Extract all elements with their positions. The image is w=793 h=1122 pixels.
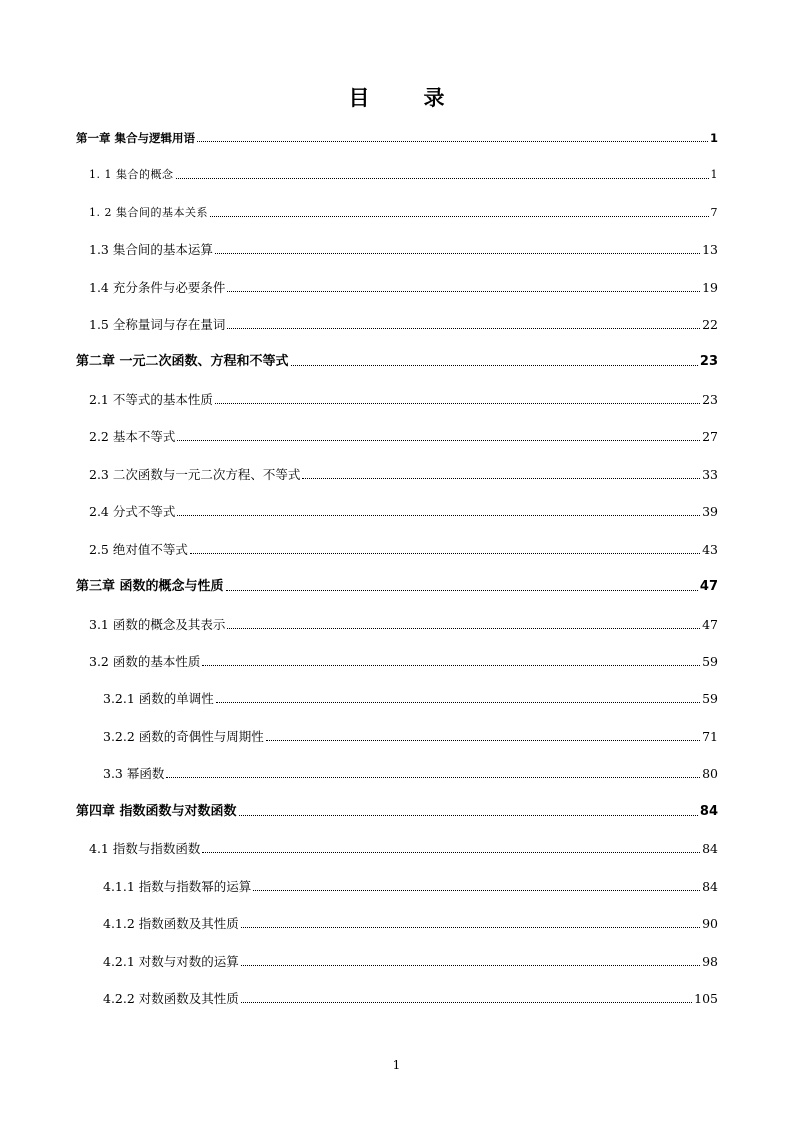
toc-entry-chapter-1[interactable] <box>76 126 718 146</box>
toc-leader-dots <box>177 440 700 441</box>
toc-entry-label: 4.1.1 指数与指数幂的运算 <box>103 879 252 894</box>
toc-entry-4-1-1[interactable] <box>103 875 718 895</box>
toc-leader-dots <box>291 365 698 366</box>
toc-entry-1-5[interactable] <box>89 313 718 333</box>
toc-entry-label: 1. 1 集合的概念 <box>89 168 174 181</box>
toc-entry-3-2-1[interactable] <box>103 687 718 707</box>
toc-entry-page: 22 <box>702 317 718 332</box>
toc-entry-page: 84 <box>702 841 718 856</box>
toc-entry-page: 27 <box>702 429 718 444</box>
toc-entry-label: 4.2.2 对数函数及其性质 <box>103 991 239 1006</box>
toc-leader-dots <box>253 890 700 891</box>
toc-entry-label: 第三章 函数的概念与性质 <box>76 579 224 594</box>
toc-entry-label: 3.3 幂函数 <box>103 766 165 781</box>
toc-entry-2-3[interactable] <box>89 463 718 483</box>
toc-entry-page: 80 <box>702 766 718 781</box>
toc-entry-label: 4.1 指数与指数函数 <box>89 841 201 856</box>
toc-entry-label: 1. 2 集合间的基本关系 <box>89 206 208 219</box>
toc-leader-dots <box>227 628 700 629</box>
toc-entry-page: 39 <box>702 504 718 519</box>
toc-leader-dots <box>241 1002 692 1003</box>
toc-entry-1-1[interactable] <box>89 163 718 183</box>
toc-leader-dots <box>215 403 700 404</box>
toc-entry-label: 第四章 指数函数与对数函数 <box>76 804 237 819</box>
title-char-2: 录 <box>423 86 445 110</box>
toc-entry-page: 71 <box>702 729 718 744</box>
toc-entry-label: 2.3 二次函数与一元二次方程、不等式 <box>89 467 301 482</box>
toc-entry-1-4[interactable] <box>89 276 718 296</box>
toc-entry-page: 47 <box>702 617 718 632</box>
toc-entry-2-2[interactable] <box>89 425 718 445</box>
toc-entry-page: 84 <box>702 879 718 894</box>
toc-entry-page: 7 <box>710 206 718 219</box>
toc-entry-1-2[interactable] <box>89 201 718 221</box>
toc-entry-page: 98 <box>702 954 718 969</box>
toc-entry-page: 105 <box>694 991 718 1006</box>
toc-leader-dots <box>266 740 700 741</box>
toc-entry-chapter-3[interactable] <box>76 575 718 595</box>
toc-leader-dots <box>239 815 698 816</box>
toc-entry-page: 90 <box>702 916 718 931</box>
toc-entry-page: 1 <box>710 168 718 181</box>
toc-entry-label: 3.1 函数的概念及其表示 <box>89 617 226 632</box>
footer-page-number: 1 <box>392 1058 401 1072</box>
toc-leader-dots <box>302 478 700 479</box>
toc-entry-label: 1.4 充分条件与必要条件 <box>89 280 226 295</box>
toc-entry-label: 1.3 集合间的基本运算 <box>89 242 213 257</box>
toc-entry-label: 4.2.1 对数与对数的运算 <box>103 954 239 969</box>
toc-entry-2-5[interactable] <box>89 538 718 558</box>
toc-leader-dots <box>166 777 700 778</box>
toc-entry-label: 4.1.2 指数函数及其性质 <box>103 916 239 931</box>
toc-leader-dots <box>197 141 708 142</box>
toc-entry-2-1[interactable] <box>89 388 718 408</box>
toc-entry-3-3[interactable] <box>103 762 718 782</box>
toc-entry-page: 13 <box>702 242 718 257</box>
toc-entry-page: 47 <box>699 579 718 594</box>
toc-entry-chapter-2[interactable] <box>76 350 718 370</box>
toc-entry-page: 19 <box>702 280 718 295</box>
toc-leader-dots <box>202 852 700 853</box>
toc-entry-page: 23 <box>702 392 718 407</box>
toc-leader-dots <box>177 515 700 516</box>
toc-leader-dots <box>176 178 709 179</box>
toc-leader-dots <box>241 927 700 928</box>
toc-entry-label: 2.5 绝对值不等式 <box>89 542 188 557</box>
toc-entry-4-1-2[interactable] <box>103 912 718 932</box>
toc-entry-3-1[interactable] <box>89 613 718 633</box>
toc-entry-4-1[interactable] <box>89 837 718 857</box>
toc-entry-3-2-2[interactable] <box>103 725 718 745</box>
toc-entry-chapter-4[interactable] <box>76 800 718 820</box>
toc-entry-label: 3.2 函数的基本性质 <box>89 654 201 669</box>
toc-leader-dots <box>241 965 700 966</box>
toc-entry-page: 43 <box>702 542 718 557</box>
toc-entry-2-4[interactable] <box>89 500 718 520</box>
toc-entry-label: 3.2.2 函数的奇偶性与周期性 <box>103 729 264 744</box>
toc-leader-dots <box>216 702 700 703</box>
toc-entry-label: 第一章 集合与逻辑用语 <box>76 131 196 145</box>
toc-entry-label: 2.1 不等式的基本性质 <box>89 392 213 407</box>
toc-leader-dots <box>215 253 700 254</box>
toc-entry-page: 59 <box>702 691 718 706</box>
toc-entry-label: 1.5 全称量词与存在量词 <box>89 317 226 332</box>
toc-leader-dots <box>226 590 698 591</box>
toc-entry-page: 84 <box>699 804 718 819</box>
toc-entry-3-2[interactable] <box>89 650 718 670</box>
toc-entry-1-3[interactable] <box>89 238 718 258</box>
toc-entry-4-2-1[interactable] <box>103 950 718 970</box>
toc-leader-dots <box>227 328 700 329</box>
toc-leader-dots <box>210 216 709 217</box>
title-char-1: 目 <box>348 86 370 110</box>
toc-entry-page: 33 <box>702 467 718 482</box>
toc-leader-dots <box>190 553 700 554</box>
toc-entry-page: 59 <box>702 654 718 669</box>
toc-leader-dots <box>202 665 700 666</box>
toc-entry-page: 1 <box>709 131 718 145</box>
toc-entry-4-2-2[interactable] <box>103 987 718 1007</box>
toc-entry-page: 23 <box>699 354 718 369</box>
toc-entry-label: 第二章 一元二次函数、方程和不等式 <box>76 354 289 369</box>
toc-leader-dots <box>227 291 700 292</box>
toc-entry-label: 3.2.1 函数的单调性 <box>103 691 214 706</box>
toc-entry-label: 2.4 分式不等式 <box>89 504 176 519</box>
toc-entry-label: 2.2 基本不等式 <box>89 429 176 444</box>
